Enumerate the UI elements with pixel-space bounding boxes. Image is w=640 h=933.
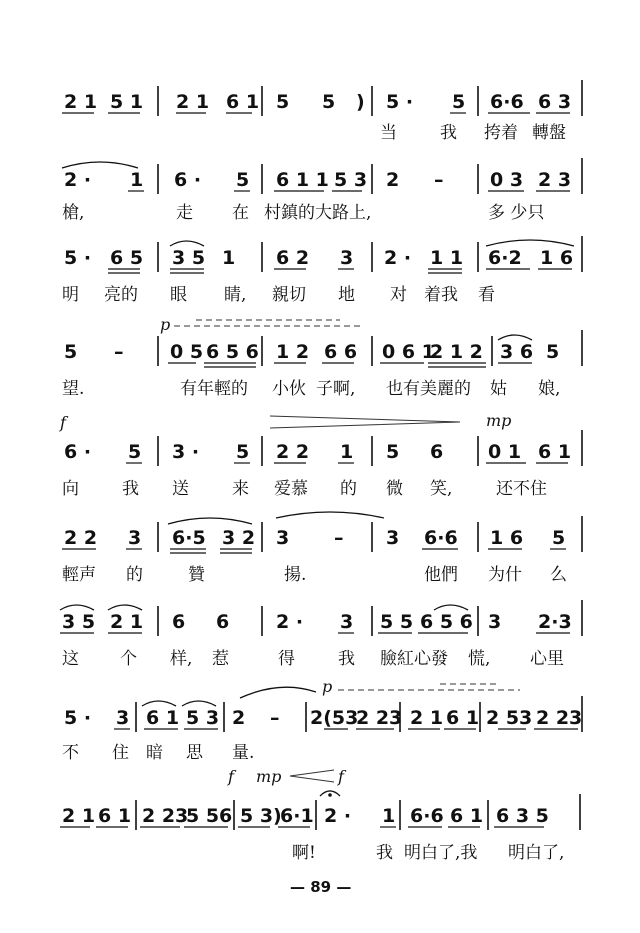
- system-9: [60, 767, 580, 863]
- note: 3 2: [222, 527, 256, 549]
- dynamic-mark: p: [322, 677, 333, 696]
- note: 6 1: [446, 707, 480, 729]
- lyric: 娘,: [538, 379, 561, 399]
- crescendo-hairpin: [290, 770, 334, 782]
- note: 6·6: [410, 805, 444, 827]
- lyric: 姑: [490, 379, 507, 399]
- system-6: [62, 512, 582, 585]
- lyric: 我: [122, 479, 139, 499]
- note: 1 1: [430, 247, 464, 269]
- lyric: 还不住: [496, 479, 547, 499]
- lyric: 心里: [530, 649, 564, 669]
- note: 2 2: [64, 527, 98, 549]
- lyric: 臉紅心發: [380, 649, 448, 669]
- note: 2 2: [276, 441, 310, 463]
- note: 6 3: [538, 91, 572, 113]
- note: 3: [116, 707, 130, 729]
- note: 2: [232, 707, 246, 729]
- note: 2: [386, 169, 400, 191]
- system-4: [62, 315, 582, 399]
- lyric: 的: [126, 565, 143, 585]
- note: 1: [130, 169, 144, 191]
- lyric: 我: [376, 843, 393, 863]
- note: 5 3: [186, 707, 220, 729]
- lyric: 向: [62, 479, 79, 499]
- note: 5 ·: [64, 707, 92, 729]
- note: 6 2: [276, 247, 310, 269]
- lyric: 眼: [170, 285, 187, 305]
- note: 2 1: [176, 91, 210, 113]
- note: 6 5 6: [206, 341, 259, 363]
- note: 0 1: [488, 441, 522, 463]
- note: 3: [340, 611, 354, 633]
- lyric: 在: [232, 203, 249, 223]
- note: 1: [340, 441, 354, 463]
- note: 5 3: [334, 169, 368, 191]
- lyric: 得: [278, 649, 295, 669]
- lyric: 村鎮的大路上,: [264, 203, 372, 223]
- lyric: 送: [172, 479, 189, 499]
- lyric: 思: [186, 743, 203, 763]
- note: 0 6 1: [382, 341, 435, 363]
- dynamic-mark: f: [228, 767, 234, 786]
- system-2: [62, 158, 582, 223]
- note: 5 ·: [386, 91, 414, 113]
- note: ): [356, 91, 365, 113]
- lyric: 为什: [488, 565, 522, 585]
- lyric: 个: [120, 649, 137, 669]
- lyric: 明白了,我: [404, 843, 478, 863]
- note: 1 6: [540, 247, 574, 269]
- lyric: 不: [62, 743, 79, 763]
- note: 2 23: [356, 707, 403, 729]
- note: 1 2: [276, 341, 310, 363]
- note: 2·3: [538, 611, 572, 633]
- note: 2 ·: [384, 247, 412, 269]
- note: 6 1: [450, 805, 484, 827]
- note: 6: [172, 611, 186, 633]
- slur: [62, 162, 138, 168]
- note: 5 5: [380, 611, 414, 633]
- note: 3: [386, 527, 400, 549]
- page-number: — 89 —: [290, 878, 352, 896]
- lyric: 有年輕的: [180, 379, 248, 399]
- note: 6 1: [538, 441, 572, 463]
- lyric: 我: [338, 649, 355, 669]
- dynamic-mark: p: [160, 315, 171, 334]
- note: 6 5: [110, 247, 144, 269]
- lyric: 笑,: [430, 479, 453, 499]
- note: 5 3): [240, 805, 282, 827]
- note: 6·6: [490, 91, 524, 113]
- lyric: 的: [340, 479, 357, 499]
- note: –: [270, 707, 280, 729]
- lyric: 望.: [62, 379, 85, 399]
- note: 2 ·: [324, 805, 352, 827]
- note: –: [114, 341, 124, 363]
- note: 1: [382, 805, 396, 827]
- note: 6·6: [424, 527, 458, 549]
- lyric: 爱慕: [274, 479, 308, 499]
- note: 6 ·: [174, 169, 202, 191]
- lyric: 子啊,: [316, 379, 356, 399]
- note: 6 ·: [64, 441, 92, 463]
- system-7: [60, 600, 582, 669]
- lyric: 暗: [146, 743, 163, 763]
- lyric: 量.: [232, 743, 255, 763]
- note: 3 6: [500, 341, 534, 363]
- note: 6: [430, 441, 444, 463]
- note: 5: [128, 441, 142, 463]
- note: 3 ·: [172, 441, 200, 463]
- note: 2 1 2: [430, 341, 483, 363]
- note: 6: [216, 611, 230, 633]
- note: 1: [222, 247, 236, 269]
- note: 2 ·: [276, 611, 304, 633]
- lyric: 地: [338, 285, 355, 305]
- lyric: 明白了,: [508, 843, 565, 863]
- note: 6·2: [488, 247, 522, 269]
- lyric: 他們: [424, 565, 458, 585]
- lyric: 啊!: [292, 843, 316, 863]
- lyric: 明: [62, 285, 79, 305]
- note: 5: [386, 441, 400, 463]
- note: 5: [236, 169, 250, 191]
- system-8: [62, 677, 582, 763]
- note: –: [434, 169, 444, 191]
- note: 2 1: [64, 91, 98, 113]
- dynamic-mark: mp: [256, 767, 282, 786]
- lyric: 小伙: [272, 379, 306, 399]
- note: 5: [552, 527, 566, 549]
- lyric: 看: [478, 285, 495, 305]
- lyric: 槍,: [62, 203, 85, 223]
- lyric: 贊: [188, 565, 205, 585]
- note: 2 23: [536, 707, 583, 729]
- note: 5: [322, 91, 336, 113]
- note: 3: [128, 527, 142, 549]
- note: 5: [276, 91, 290, 113]
- lyric: 多 少只: [488, 203, 545, 223]
- slur: [240, 687, 316, 698]
- note: 0 5: [170, 341, 204, 363]
- dynamic-mark: f: [338, 767, 344, 786]
- note: –: [334, 527, 344, 549]
- lyric: 住: [112, 743, 129, 763]
- lyric: 慌,: [468, 649, 491, 669]
- system-1: [62, 80, 582, 143]
- dynamic-mark: f: [60, 413, 66, 432]
- note: 5 1: [110, 91, 144, 113]
- dynamic-mark: mp: [486, 411, 512, 430]
- lyric: 么: [550, 565, 567, 585]
- note: 6·1: [280, 805, 314, 827]
- note: 3 5: [62, 611, 96, 633]
- note: 2 23: [142, 805, 189, 827]
- lyric: 也有美麗的: [386, 379, 471, 399]
- note: 5: [546, 341, 560, 363]
- note: 2 1: [410, 707, 444, 729]
- lyric: 样,: [170, 649, 193, 669]
- lyric: 走: [176, 203, 193, 223]
- lyric: 親切: [272, 285, 306, 305]
- lyric: 惹: [212, 649, 229, 669]
- lyric: 微: [386, 479, 403, 499]
- lyric: 对: [390, 285, 407, 305]
- lyric: 这: [62, 649, 79, 669]
- lyric: 挎着: [484, 123, 518, 143]
- lyric: 睛,: [224, 285, 247, 305]
- system-5: [59, 411, 582, 499]
- lyric: 来: [232, 479, 249, 499]
- note: 2(53: [310, 707, 359, 729]
- lyric: 轉盤: [532, 123, 566, 143]
- lyric: 輕声: [62, 565, 96, 585]
- note: 3 5: [172, 247, 206, 269]
- lyric: 着我: [424, 285, 458, 305]
- note: 3: [276, 527, 290, 549]
- note: 1 6: [490, 527, 524, 549]
- note: 6 5 6: [420, 611, 473, 633]
- note: 2 53: [486, 707, 533, 729]
- note: 5: [236, 441, 250, 463]
- note: 2 1: [62, 805, 96, 827]
- lyric: 当: [380, 123, 397, 143]
- note: 5 ·: [64, 247, 92, 269]
- note: 6 1: [98, 805, 132, 827]
- note: 3: [488, 611, 502, 633]
- lyric: 亮的: [104, 285, 138, 305]
- note: 3: [340, 247, 354, 269]
- note: 0 3: [490, 169, 524, 191]
- note: 5: [64, 341, 78, 363]
- lyric: 我: [440, 123, 457, 143]
- note: 6·5: [172, 527, 206, 549]
- system-3: [62, 236, 582, 305]
- note: 6 1: [146, 707, 180, 729]
- diminuendo-hairpin: [270, 416, 460, 428]
- lyric: 揚.: [284, 565, 307, 585]
- note: 5 56: [186, 805, 233, 827]
- note: 5: [452, 91, 466, 113]
- note: 2 1: [110, 611, 144, 633]
- tie: [276, 512, 384, 518]
- note: 6 6: [324, 341, 358, 363]
- note: 6 1: [226, 91, 260, 113]
- note: 6 1 1: [276, 169, 329, 191]
- note: 2 ·: [64, 169, 92, 191]
- note: 6 3 5: [496, 805, 549, 827]
- note: 2 3: [538, 169, 572, 191]
